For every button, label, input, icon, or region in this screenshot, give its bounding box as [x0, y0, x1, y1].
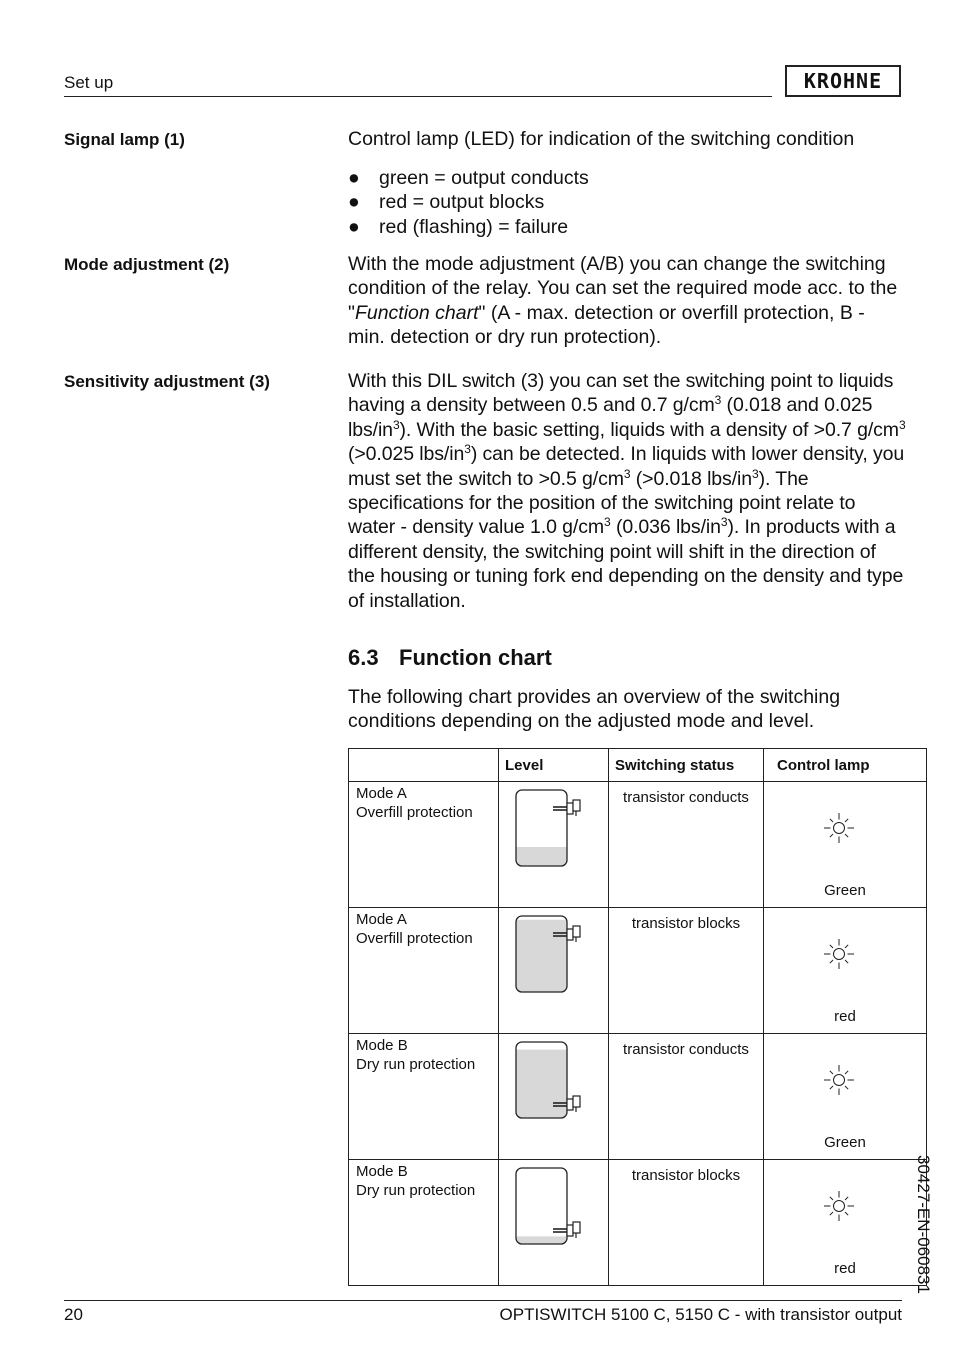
tank-level-diagram — [499, 1160, 602, 1278]
mode-adjustment-text: With the mode adjustment (A/B) you can change the switching condition of the relay. You can set the required mode acc. to the "Function chart" (A - max. detection or overfill protection, B - min. detection or dry run protection). — [348, 253, 898, 349]
column-header — [349, 749, 499, 782]
liquid-level — [516, 920, 567, 992]
signal-lamp-label: Signal lamp (1) — [64, 130, 185, 149]
footer-rule — [64, 1300, 902, 1301]
mode-cell: Mode B Dry run protection — [349, 1034, 499, 1160]
section-heading: 6.3 Function chart — [348, 645, 552, 670]
column-header: Switching status — [609, 749, 764, 782]
sensitivity-label: Sensitivity adjustment (3) — [64, 372, 270, 391]
liquid-level — [516, 1050, 567, 1118]
switching-status: transistor blocks — [609, 1160, 764, 1286]
bullet-item: ● red = output blocks — [348, 191, 545, 214]
document-id: 30427-EN-060831 — [914, 1155, 933, 1294]
level-cell — [499, 782, 609, 908]
bullet-item: ● red (flashing) = failure — [348, 215, 569, 238]
bullet-item: ● green = output conducts — [348, 167, 589, 189]
column-header: Control lamp — [764, 749, 927, 782]
signal-lamp-bullets — [348, 166, 589, 239]
liquid-level — [516, 1236, 567, 1244]
column-header: Level — [499, 749, 609, 782]
signal-lamp-text: Control lamp (LED) for indication of the switching condition — [348, 128, 855, 150]
table-row — [349, 782, 927, 908]
lamp-icon — [823, 1064, 855, 1096]
krohne-logo: KROHNE — [785, 65, 901, 97]
table-row — [349, 1034, 927, 1160]
lamp-icon — [823, 812, 855, 844]
switching-status: transistor blocks — [609, 908, 764, 1034]
mode-adjustment-label: Mode adjustment (2) — [64, 255, 230, 274]
sensor-icon — [553, 1222, 580, 1238]
function-chart-table — [348, 748, 927, 1286]
control-lamp-cell: Green — [764, 1034, 927, 1160]
control-lamp-cell: Green — [764, 782, 927, 908]
page-number: 20 — [64, 1305, 83, 1324]
switching-status: transistor conducts — [609, 782, 764, 908]
function-chart-intro: The following chart provides an overview of the switching conditions depending on the adjusted mode and level. — [348, 686, 841, 733]
header-rule — [64, 96, 772, 97]
mode-cell: Mode A Overfill protection — [349, 782, 499, 908]
footer-product: OPTISWITCH 5100 C, 5150 C - with transistor output — [499, 1305, 902, 1324]
control-lamp-cell: red — [764, 908, 927, 1034]
level-cell — [499, 1034, 609, 1160]
sensor-icon — [553, 800, 580, 816]
header-section-title: Set up — [64, 73, 114, 92]
switching-status: transistor conducts — [609, 1034, 764, 1160]
lamp-icon — [823, 1190, 855, 1222]
table-row — [349, 908, 927, 1034]
sensitivity-text: With this DIL switch (3) you can set the switching point to liquids having a density between 0.5 and 0.7 $g/cm^3$ (0.018 and 0.025 lbs/$in^3$). With the basic setting, liquids with a density of >0.7 $g/cm^3$ (>0.025 lbs/$in^3$) can be detected. In liquids with lower density, you must set the switch to >0.5 $g/cm^3$ (>0.018 lbs/$in^3$). The specifications for the position of the switching point relate to water - density value 1.0 $g/cm^3$ (0.036 lbs/$in^3$). In products with a different density, the switching point will shift in the direction of the housing or tuning fork end depending on the density and type of installation. — [348, 370, 906, 612]
level-cell — [499, 1160, 609, 1286]
table-row — [349, 1160, 927, 1286]
liquid-level — [516, 847, 567, 866]
tank-level-diagram — [499, 782, 602, 900]
control-lamp-cell: red — [764, 1160, 927, 1286]
lamp-icon — [823, 938, 855, 970]
tank-level-diagram — [499, 1034, 602, 1152]
level-cell — [499, 908, 609, 1034]
mode-cell: Mode A Overfill protection — [349, 908, 499, 1034]
tank-level-diagram — [499, 908, 602, 1026]
mode-cell: Mode B Dry run protection — [349, 1160, 499, 1286]
